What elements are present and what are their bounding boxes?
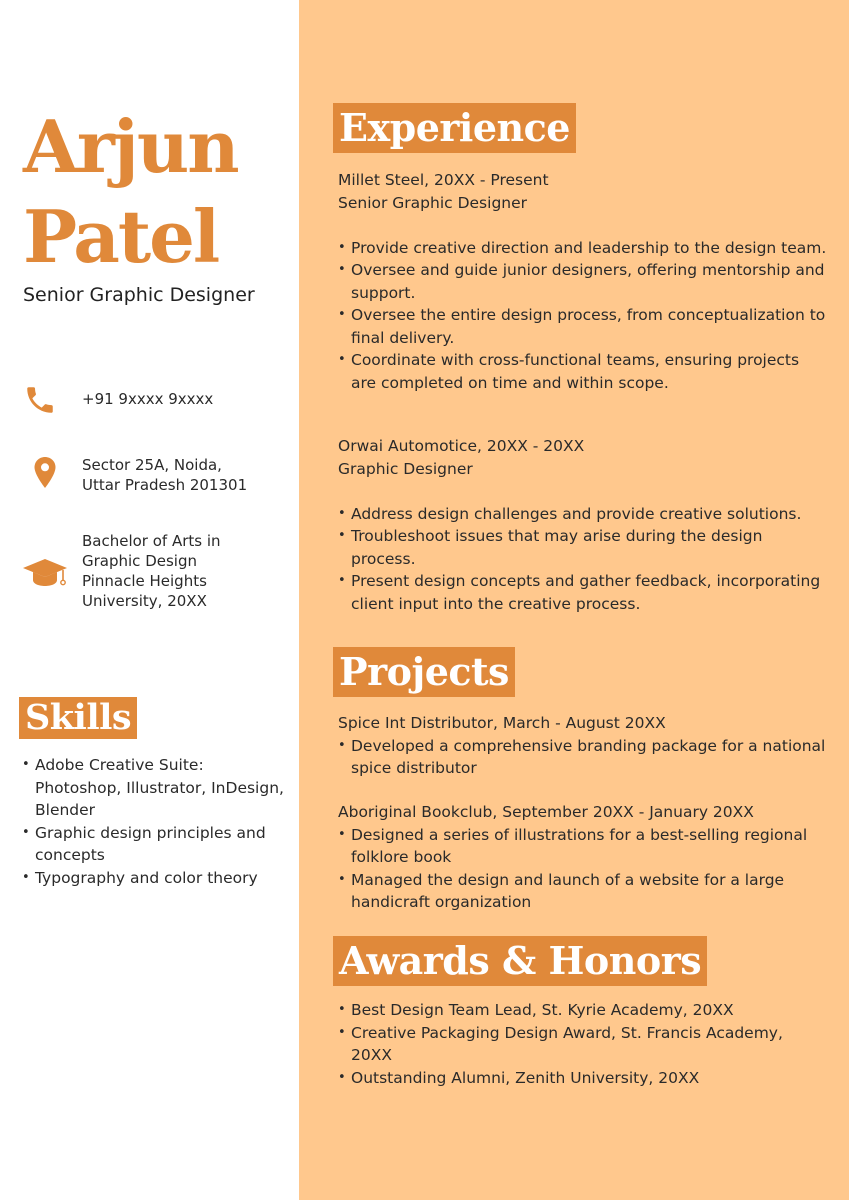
education-line: Bachelor of Arts in: [82, 532, 221, 550]
skills-heading: Skills: [19, 697, 137, 739]
job-company-dates: Millet Steel, 20XX - Present: [338, 171, 549, 189]
job-bullet: • Coordinate with cross-functional teams, ensuring projects are completed on time and within scope.: [338, 349, 828, 394]
address-line-1: Sector 25A, Noida,: [82, 456, 222, 474]
skill-item: • Adobe Creative Suite: Photoshop, Illustrator, InDesign, Blender: [22, 754, 284, 822]
job-bullet: • Present design concepts and gather feedback, incorporating client input into the creative process.: [338, 570, 828, 615]
full-name: [23, 102, 238, 282]
project-entry-1: [338, 712, 828, 780]
education-text: [82, 531, 221, 611]
experience-heading: Experience: [333, 103, 576, 153]
project-bullets: [338, 735, 828, 780]
project-bullet: • Designed a series of illustrations for a best-selling regional folklore book: [338, 824, 828, 869]
phone-number: +91 9xxxx 9xxxx: [82, 390, 214, 408]
job-role: Senior Graphic Designer: [338, 193, 528, 212]
address-line-2: Uttar Pradesh 201301: [82, 476, 248, 494]
project-bullet: • Managed the design and launch of a website for a large handicraft organization: [338, 869, 828, 914]
job-bullets: [338, 237, 828, 395]
job-role: Graphic Designer: [338, 459, 473, 478]
project-bullets: [338, 824, 828, 914]
phone-icon: [23, 383, 57, 421]
job-entry-1: [338, 169, 828, 394]
project-title: Spice Int Distributor, March - August 20XX: [338, 714, 666, 732]
education-line: Graphic Design: [82, 552, 197, 570]
project-bullet: • Developed a comprehensive branding package for a national spice distributor: [338, 735, 828, 780]
award-item: • Outstanding Alumni, Zenith University, 20XX: [338, 1067, 828, 1090]
location-pin-icon: [23, 455, 67, 495]
education-line: University, 20XX: [82, 592, 207, 610]
graduation-cap-icon: [23, 555, 69, 595]
job-bullet: • Oversee the entire design process, from conceptualization to final delivery.: [338, 304, 828, 349]
job-bullet: • Oversee and guide junior designers, offering mentorship and support.: [338, 259, 828, 304]
awards-heading: Awards & Honors: [333, 936, 707, 986]
job-title: Senior Graphic Designer: [23, 284, 255, 306]
skills-list: [22, 754, 284, 889]
skill-item: • Typography and color theory: [22, 867, 284, 890]
job-bullet: • Address design challenges and provide creative solutions.: [338, 503, 828, 526]
first-name: Arjun: [23, 104, 238, 189]
job-bullets: [338, 503, 828, 616]
address-text: [82, 455, 247, 495]
job-bullet: • Provide creative direction and leadership to the design team.: [338, 237, 828, 260]
awards-section: [338, 999, 828, 1089]
projects-heading: Projects: [333, 647, 515, 697]
job-entry-2: [338, 435, 828, 615]
project-title: Aboriginal Bookclub, September 20XX - January 20XX: [338, 803, 754, 821]
award-item: • Best Design Team Lead, St. Kyrie Academy, 20XX: [338, 999, 828, 1022]
job-bullet: • Troubleshoot issues that may arise during the design process.: [338, 525, 828, 570]
education-line: Pinnacle Heights: [82, 572, 207, 590]
award-item: • Creative Packaging Design Award, St. Francis Academy, 20XX: [338, 1022, 828, 1067]
last-name: Patel: [23, 194, 219, 279]
skill-item: • Graphic design principles and concepts: [22, 822, 284, 867]
awards-list: [338, 999, 828, 1089]
job-company-dates: Orwai Automotice, 20XX - 20XX: [338, 437, 585, 455]
project-entry-2: [338, 801, 828, 914]
